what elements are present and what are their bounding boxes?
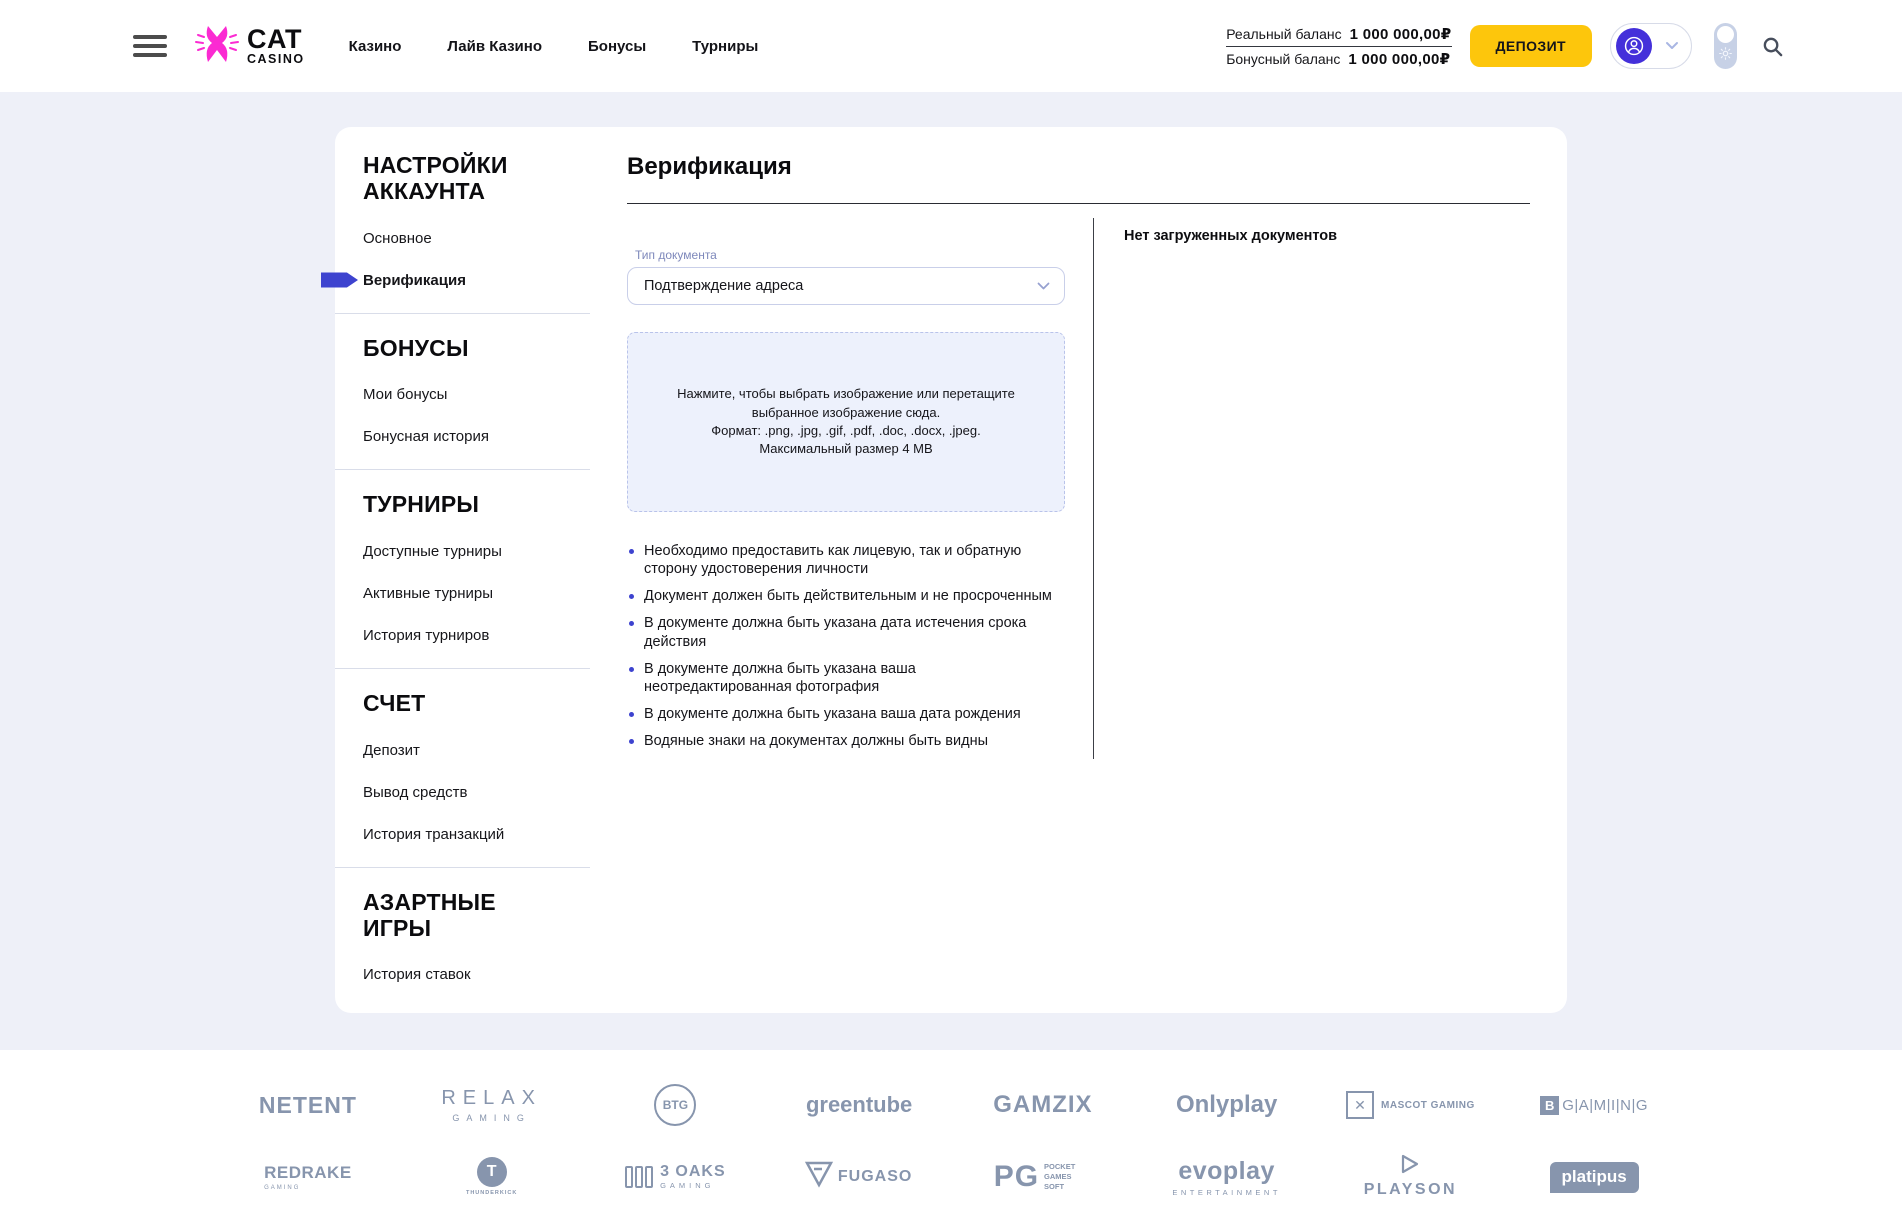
requirement-item: В документе должна быть указана дата истечения срока действия [627, 614, 1065, 650]
requirement-item: Документ должен быть действительным и не просроченным [627, 587, 1065, 605]
deposit-button[interactable]: ДЕПОЗИТ [1470, 25, 1592, 67]
providers-footer [0, 1050, 1902, 1207]
sidebar-divider [335, 469, 590, 470]
bgaming-b-badge-icon: B [1540, 1096, 1559, 1115]
provider-logo-greentube[interactable]: greentube [805, 1092, 913, 1118]
sidebar-item-bet-history[interactable]: История ставок [363, 966, 471, 984]
provider-logo-platipus[interactable]: platipus [1550, 1167, 1639, 1187]
dropzone-max-size: Максимальный размер 4 МВ [759, 441, 933, 457]
chevron-down-icon [1665, 37, 1679, 55]
sidebar-item-available-tournaments[interactable]: Доступные турниры [363, 543, 502, 560]
sidebar-section-account-settings: НАСТРОЙКИ АККАУНТА [363, 152, 508, 204]
dropzone-formats: Формат: .png, .jpg, .gif, .pdf, .doc, .docx, .jpeg. [711, 423, 981, 438]
search-icon [1761, 35, 1784, 58]
play-triangle-icon [1401, 1154, 1419, 1179]
doc-type-select[interactable] [627, 267, 1065, 305]
sidebar-item-bonus-history[interactable]: Бонусная история [363, 428, 489, 446]
provider-logo-bgaming[interactable]: B G|A|M|I|N|G [1540, 1096, 1648, 1115]
sidebar-item-withdrawal[interactable]: Вывод средств [363, 783, 468, 801]
requirement-item: Водяные знаки на документах должны быть видны [627, 732, 1065, 750]
bonus-balance-value: 1 000 000,00₽ [1348, 50, 1451, 68]
real-balance-row [1226, 22, 1451, 47]
sidebar-divider [335, 313, 590, 314]
provider-logo-gamzix[interactable]: GAMZIX [993, 1091, 1093, 1119]
provider-logo-redrake[interactable]: REDRAKE GAMING [264, 1162, 352, 1191]
brand-logo[interactable] [195, 22, 305, 71]
provider-logo-relax-gaming[interactable]: RELAX GAMING [441, 1087, 542, 1124]
provider-logo-3-oaks[interactable]: 3 OAKS GAMING [625, 1163, 726, 1190]
sidebar-item-main[interactable]: Основное [363, 229, 432, 247]
sidebar-section-bonuses: БОНУСЫ [363, 334, 469, 361]
fugaso-shield-icon [806, 1162, 832, 1191]
account-menu[interactable] [1610, 23, 1692, 69]
provider-logo-playson[interactable]: PLAYSON [1364, 1154, 1457, 1199]
brand-name: CAT [247, 24, 302, 55]
real-balance-value: 1 000 000,00₽ [1349, 25, 1452, 43]
page-title: Верификация [627, 153, 792, 180]
search-button[interactable] [1761, 35, 1784, 58]
balance-panel [1226, 22, 1451, 71]
header [0, 0, 1902, 92]
provider-logo-thunderkick[interactable]: T THUNDERKICK [466, 1157, 517, 1196]
provider-logo-mascot-gaming[interactable]: ✕ MASCOT GAMING [1346, 1091, 1475, 1119]
cat-logo-icon [195, 22, 239, 71]
doc-type-label: Тип документа [635, 248, 717, 262]
provider-logo-netent[interactable]: NETENT [258, 1091, 357, 1118]
slot-machine-icon [625, 1166, 653, 1188]
account-sidebar [335, 127, 590, 1013]
file-upload-dropzone[interactable] [627, 332, 1065, 512]
verification-content [590, 127, 1567, 1013]
mascot-emblem-icon: ✕ [1346, 1091, 1374, 1119]
user-icon [1623, 35, 1645, 57]
sidebar-item-active-tournaments[interactable]: Активные турниры [363, 585, 494, 602]
avatar [1616, 28, 1652, 64]
hamburger-menu-icon[interactable] [133, 30, 169, 62]
provider-logo-onlyplay[interactable]: Onlyplay [1175, 1091, 1278, 1119]
nav-item-live-casino[interactable]: Лайв Казино [447, 37, 543, 55]
requirement-item: В документе должна быть указана ваша неотредактированная фотография [627, 660, 1065, 696]
dropzone-instruction: Нажмите, чтобы выбрать изображение или перетащите выбранное изображение сюда. [677, 386, 1015, 420]
sidebar-item-transaction-history[interactable]: История транзакций [363, 825, 505, 843]
bonus-balance-row [1226, 47, 1451, 71]
requirement-item: Необходимо предоставить как лицевую, так и обратную сторону удостоверения личности [627, 542, 1065, 578]
nav-item-tournaments[interactable]: Турниры [692, 37, 759, 55]
provider-logo-btg[interactable]: BTG [654, 1084, 696, 1126]
theme-toggle[interactable] [1714, 23, 1737, 69]
sidebar-section-account: СЧЕТ [363, 690, 426, 716]
sidebar-item-tournament-history[interactable]: История турниров [363, 627, 490, 644]
toggle-knob [1717, 26, 1734, 43]
sun-icon [1719, 47, 1732, 65]
provider-logo-evoplay[interactable]: evoplay ENTERTAINMENT [1172, 1156, 1281, 1197]
main-nav [349, 38, 759, 55]
nav-item-bonuses[interactable]: Бонусы [588, 37, 647, 55]
account-settings-card [335, 127, 1567, 1013]
sidebar-item-deposit[interactable]: Депозит [363, 741, 420, 759]
nav-item-casino[interactable]: Казино [348, 37, 402, 55]
sidebar-divider [335, 668, 590, 669]
chevron-down-icon [1037, 278, 1050, 294]
verification-requirements [627, 542, 1065, 750]
active-item-marker-icon [321, 273, 358, 288]
brand-subtitle: CASINO [247, 52, 305, 67]
sidebar-section-gambling: АЗАРТНЫЕ ИГРЫ [363, 888, 496, 941]
provider-logo-pocket-games-soft[interactable]: PG POCKET GAMES SOFT [993, 1159, 1076, 1193]
uploaded-documents-panel [1093, 218, 1530, 759]
thunderkick-t-badge-icon: T [477, 1157, 507, 1187]
title-divider [627, 203, 1530, 204]
sidebar-item-verification[interactable]: Верификация [363, 272, 466, 289]
sidebar-section-tournaments: ТУРНИРЫ [363, 491, 480, 518]
sidebar-item-my-bonuses[interactable]: Мои бонусы [363, 386, 448, 404]
documents-empty-state: Нет загруженных документов [1124, 228, 1338, 244]
sidebar-divider [335, 867, 590, 868]
provider-logo-fugaso[interactable]: FUGASO [806, 1162, 912, 1191]
real-balance-label: Реальный баланс [1226, 25, 1342, 42]
requirement-item: В документе должна быть указана ваша дата рождения [627, 705, 1065, 723]
bonus-balance-label: Бонусный баланс [1226, 50, 1341, 67]
doc-type-selected-value: Подтверждение адреса [644, 278, 804, 294]
